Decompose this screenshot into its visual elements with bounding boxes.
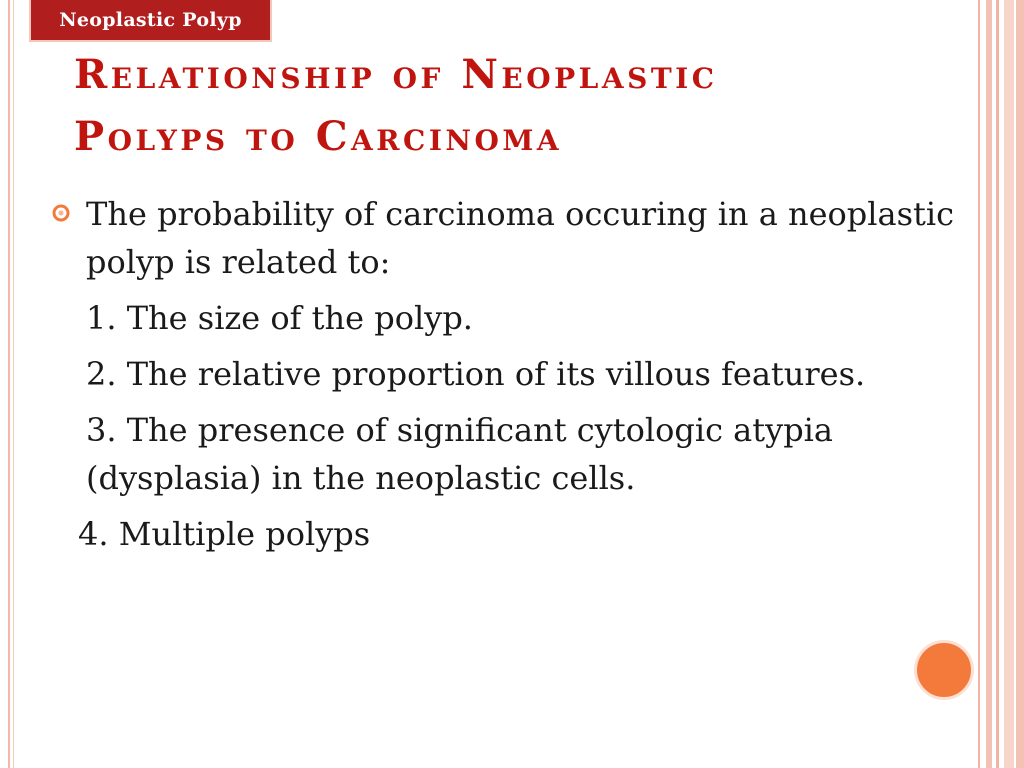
section-tag-label: Neoplastic Polyp bbox=[59, 9, 242, 31]
orange-circle-bullet-icon bbox=[52, 204, 70, 222]
slide-body bbox=[78, 190, 966, 558]
right-decorative-stripe bbox=[986, 0, 992, 768]
right-decorative-stripe bbox=[978, 0, 980, 768]
slide-title-line-1: Relationship of Neoplastic bbox=[74, 51, 718, 98]
list-item: 4. Multiple polyps bbox=[78, 515, 371, 553]
section-tag bbox=[29, 0, 272, 42]
decorative-orange-circle bbox=[914, 640, 974, 700]
left-border-line bbox=[8, 0, 10, 768]
bullet-intro-text: The probability of carcinoma occuring in a neoplastic polyp is related to: bbox=[86, 195, 954, 281]
list-item: 1. The size of the polyp. bbox=[86, 299, 473, 337]
right-decorative-stripe bbox=[996, 0, 999, 768]
right-decorative-stripe bbox=[1016, 0, 1024, 768]
list-item: 3. The presence of significant cytologic atypia (dysplasia) in the neoplastic cells. bbox=[86, 411, 833, 497]
slide-title-line-2: Polyps to Carcinoma bbox=[74, 113, 563, 160]
list-item: 2. The relative proportion of its villous features. bbox=[86, 355, 866, 393]
slide-title bbox=[74, 44, 954, 168]
right-decorative-stripe bbox=[1004, 0, 1014, 768]
bullet-point bbox=[86, 190, 966, 286]
left-border-line-inner bbox=[13, 0, 14, 768]
